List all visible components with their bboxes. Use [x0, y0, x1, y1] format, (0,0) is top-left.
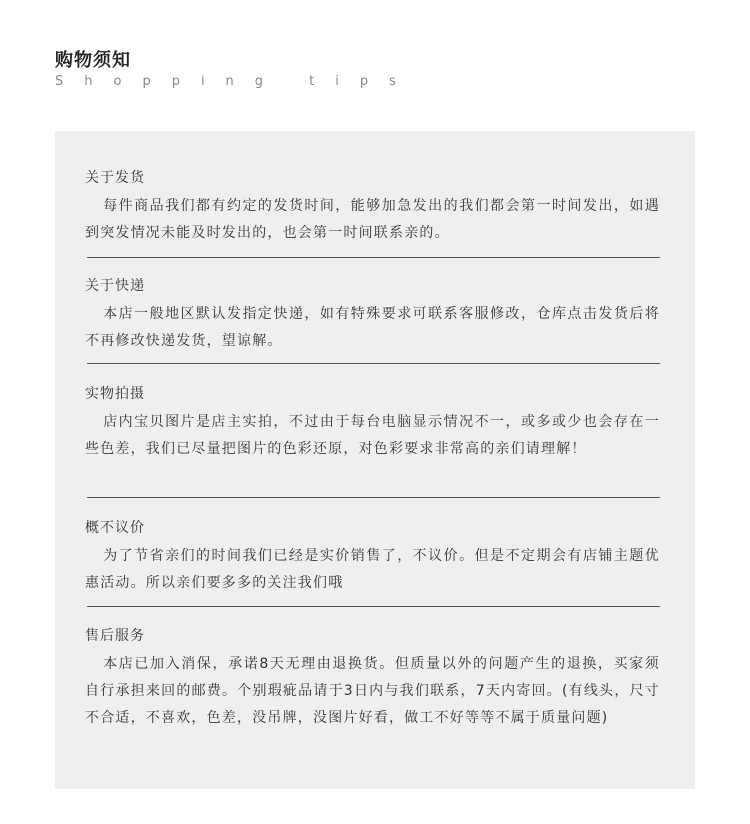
section-body: 每件商品我们都有约定的发货时间，能够加急发出的我们都会第一时间发出，如遇到突发情况未能及时发出的，也会第一时间联系亲的。 — [85, 198, 660, 241]
section-body: 本店已加入消保，承诺8天无理由退换货。但质量以外的问题产生的退换，买家须自行承担来回的邮费。个别瑕疵品请于3日内与我们联系，7天内寄回。(有线头，尺寸不合适，不喜欢，色差，没吊牌，没图片好看，做工不好等等不属于质量问题) — [85, 656, 660, 726]
section-title: 关于发货 — [85, 170, 145, 186]
section-photos — [85, 384, 660, 463]
page-header — [55, 50, 417, 90]
section-title: 概不议价 — [85, 520, 145, 536]
section-title: 实物拍摄 — [85, 386, 145, 402]
tips-panel — [55, 131, 695, 789]
page-title: 购物须知 — [55, 50, 131, 71]
section-title: 售后服务 — [85, 628, 145, 644]
section-body: 为了节省亲们的时间我们已经是实价销售了，不议价。但是不定期会有店铺主题优惠活动。所以亲们要多多的关注我们哦 — [85, 548, 660, 591]
section-shipping — [85, 168, 660, 247]
page-subtitle: Shopping tips — [55, 74, 417, 89]
section-title: 关于快递 — [85, 278, 145, 294]
section-no-bargain — [85, 518, 660, 597]
section-body: 本店一般地区默认发指定快递，如有特殊要求可联系客服修改，仓库点击发货后将不再修改快递发货，望谅解。 — [85, 306, 660, 349]
section-courier — [85, 276, 660, 355]
section-divider — [87, 606, 660, 607]
section-divider — [87, 497, 660, 498]
section-body: 店内宝贝图片是店主实拍，不过由于每台电脑显示情况不一，或多或少也会存在一些色差，我们已尽量把图片的色彩还原，对色彩要求非常高的亲们请理解！ — [85, 414, 660, 457]
section-after-sales — [85, 626, 660, 732]
section-divider — [87, 363, 660, 364]
section-divider — [87, 257, 660, 258]
